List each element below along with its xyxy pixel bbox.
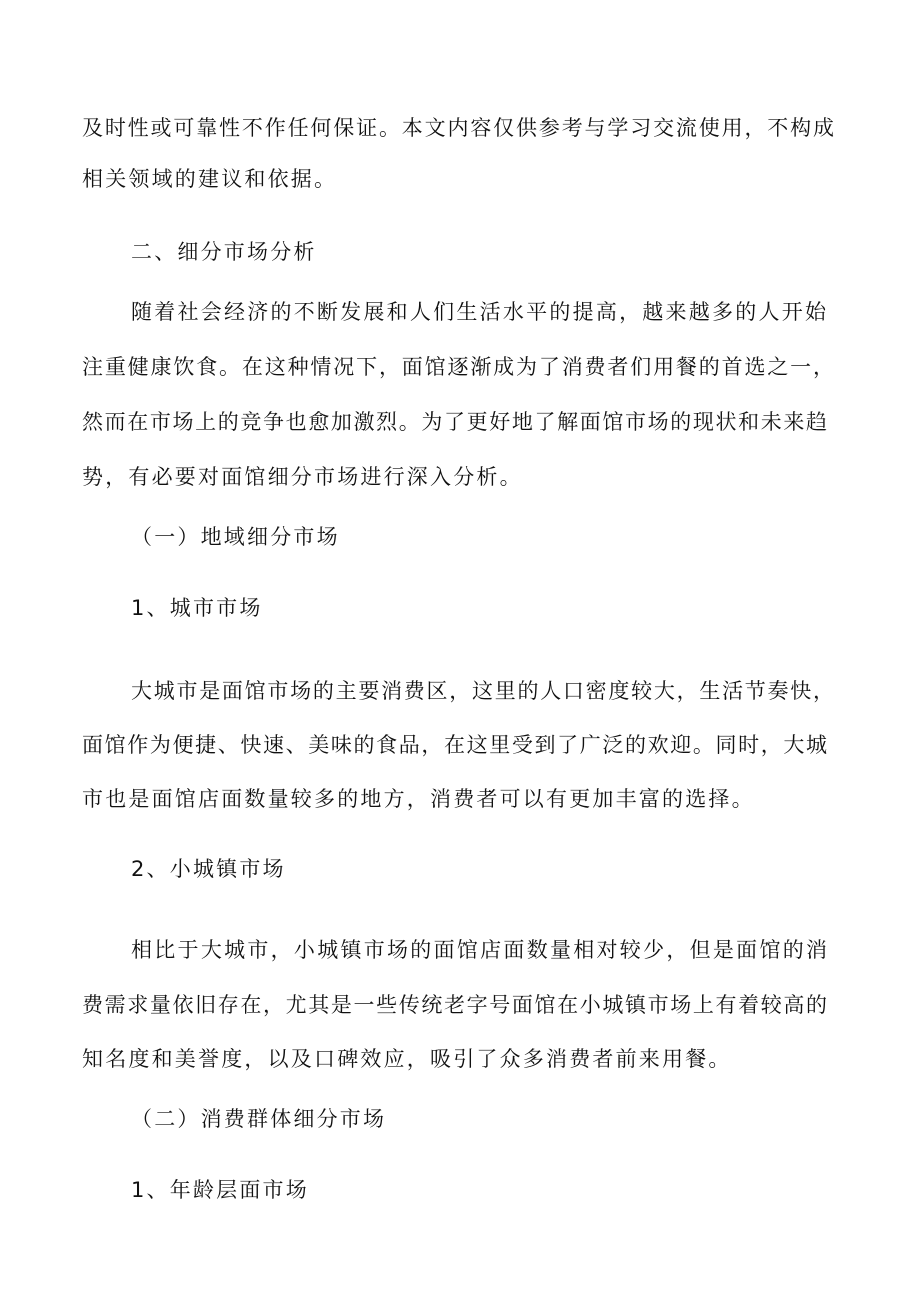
- para1-line-4: 势，有必要对面馆细分市场进行深入分析。: [82, 465, 523, 489]
- para1-line-2: 注重健康饮食。在这种情况下，面馆逐渐成为了消费者们用餐的首选之一，: [82, 355, 834, 379]
- section-heading: 二、细分市场分析: [131, 240, 317, 264]
- subheading-consumer-groups: （二）消费群体细分市场: [131, 1107, 387, 1131]
- intro-line-1: 及时性或可靠性不作任何保证。本文内容仅供参考与学习交流使用，不构成: [82, 116, 834, 140]
- para2-line-1: 大城市是面馆市场的主要消费区，这里的人口密度较大，生活节奏快，: [131, 679, 834, 703]
- intro-line-2: 相关领域的建议和依据。: [82, 167, 338, 191]
- item-city-market-title: 1、城市市场: [131, 596, 263, 620]
- para1-line-3: 然而在市场上的竞争也愈加激烈。为了更好地了解面馆市场的现状和未来趋: [82, 410, 827, 434]
- para3-line-2: 费需求量依旧存在，尤其是一些传统老字号面馆在小城镇市场上有着较高的: [82, 993, 827, 1017]
- subheading-regional: （一）地域细分市场: [131, 525, 340, 549]
- item-town-market-title: 2、小城镇市场: [131, 857, 286, 881]
- para2-line-3: 市也是面馆店面数量较多的地方，消费者可以有更加丰富的选择。: [82, 787, 755, 811]
- para2-line-2: 面馆作为便捷、快速、美味的食品，在这里受到了广泛的欢迎。同时，大城: [82, 733, 827, 757]
- item-age-market-title: 1、年龄层面市场: [131, 1178, 309, 1202]
- para3-line-1: 相比于大城市，小城镇市场的面馆店面数量相对较少，但是面馆的消: [131, 938, 827, 962]
- para3-line-3: 知名度和美誉度，以及口碑效应，吸引了众多消费者前来用餐。: [82, 1047, 732, 1071]
- para1-line-1: 随着社会经济的不断发展和人们生活水平的提高，越来越多的人开始: [131, 300, 826, 324]
